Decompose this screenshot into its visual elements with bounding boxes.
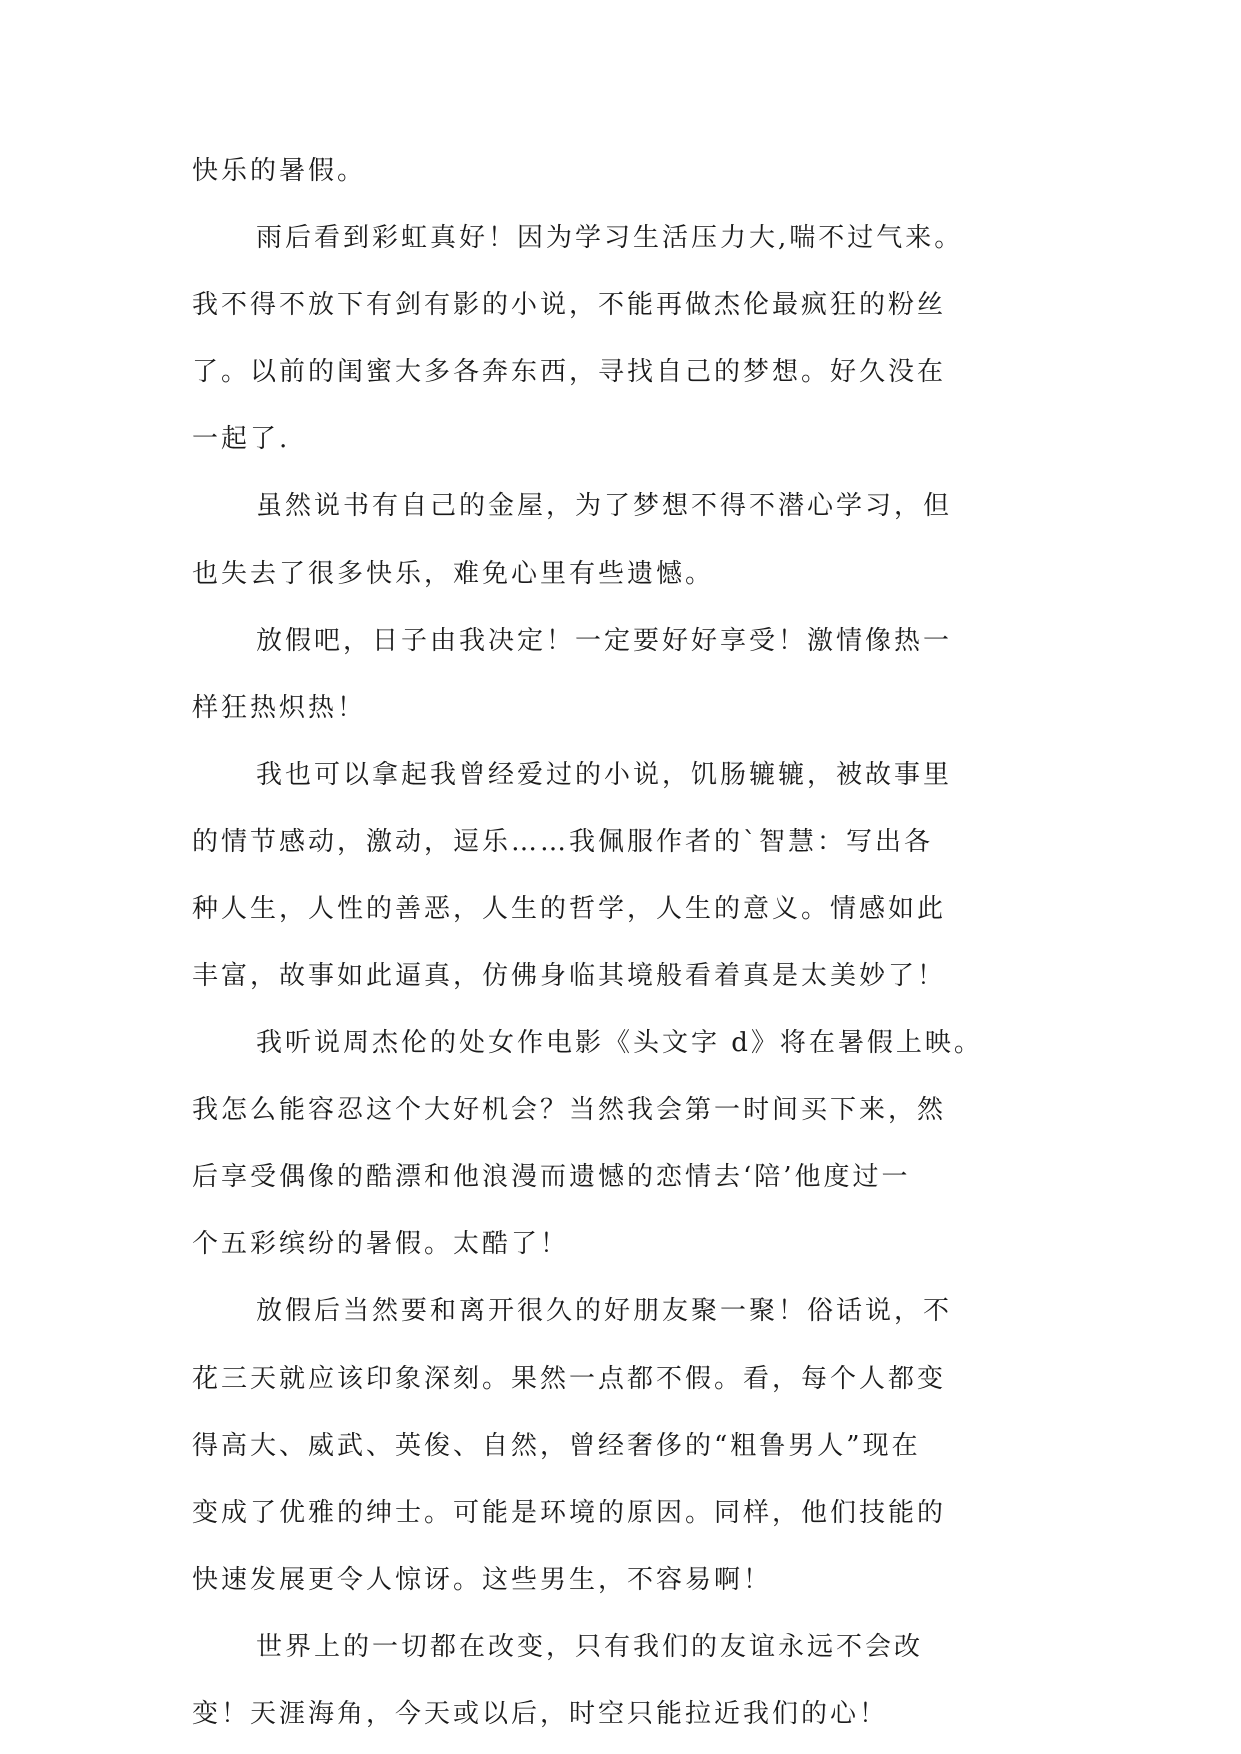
text-line: 得高大、威武、英俊、自然，曾经奢侈的“粗鲁男人”现在 bbox=[192, 1431, 921, 1461]
text-line: 快乐的暑假。 bbox=[192, 156, 367, 186]
text-line: 丰富，故事如此逼真，仿佛身临其境般看着真是太美妙了！ bbox=[192, 961, 947, 991]
paragraph-first-line: 放假吧，日子由我决定！一定要好好享受！激情像热一 bbox=[256, 626, 953, 656]
paragraph-first-line: 雨后看到彩虹真好！因为学习生活压力大,喘不过气来。 bbox=[256, 223, 964, 253]
paragraph-first-line: 世界上的一切都在改变，只有我们的友谊永远不会改 bbox=[256, 1632, 924, 1662]
text-line: 个五彩缤纷的暑假。太酷了！ bbox=[192, 1229, 570, 1259]
text-line: 后享受偶像的酷漂和他浪漫而遗憾的恋情去‘陪’他度过一 bbox=[192, 1162, 911, 1192]
text-line: 一起了. bbox=[192, 424, 291, 454]
text-line: 的情节感动，激动，逗乐……我佩服作者的`智慧：写出各 bbox=[192, 827, 934, 857]
text-line: 种人生，人性的善恶，人生的哲学，人生的意义。情感如此 bbox=[192, 894, 947, 924]
text-line: 了。以前的闺蜜大多各奔东西，寻找自己的梦想。好久没在 bbox=[192, 357, 947, 387]
paragraph-first-line: 放假后当然要和离开很久的好朋友聚一聚！俗话说，不 bbox=[256, 1296, 953, 1326]
paragraph-first-line: 我听说周杰伦的处女作电影《头文字 d》将在暑假上映。 bbox=[256, 1028, 983, 1058]
paragraph-first-line: 虽然说书有自己的金屋，为了梦想不得不潜心学习，但 bbox=[256, 491, 953, 521]
text-line: 快速发展更令人惊讶。这些男生，不容易啊！ bbox=[192, 1565, 773, 1595]
text-line: 变！天涯海角，今天或以后，时空只能拉近我们的心！ bbox=[192, 1699, 889, 1729]
text-line: 样狂热炽热！ bbox=[192, 693, 367, 723]
text-line: 变成了优雅的绅士。可能是环境的原因。同样，他们技能的 bbox=[192, 1498, 947, 1528]
text-line: 我怎么能容忍这个大好机会？当然我会第一时间买下来，然 bbox=[192, 1095, 947, 1125]
text-line: 也失去了很多快乐，难免心里有些遗憾。 bbox=[192, 559, 715, 589]
text-line: 我不得不放下有剑有影的小说，不能再做杰伦最疯狂的粉丝 bbox=[192, 290, 947, 320]
text-line: 花三天就应该印象深刻。果然一点都不假。看，每个人都变 bbox=[192, 1364, 947, 1394]
paragraph-first-line: 我也可以拿起我曾经爱过的小说，饥肠辘辘，被故事里 bbox=[256, 760, 953, 790]
